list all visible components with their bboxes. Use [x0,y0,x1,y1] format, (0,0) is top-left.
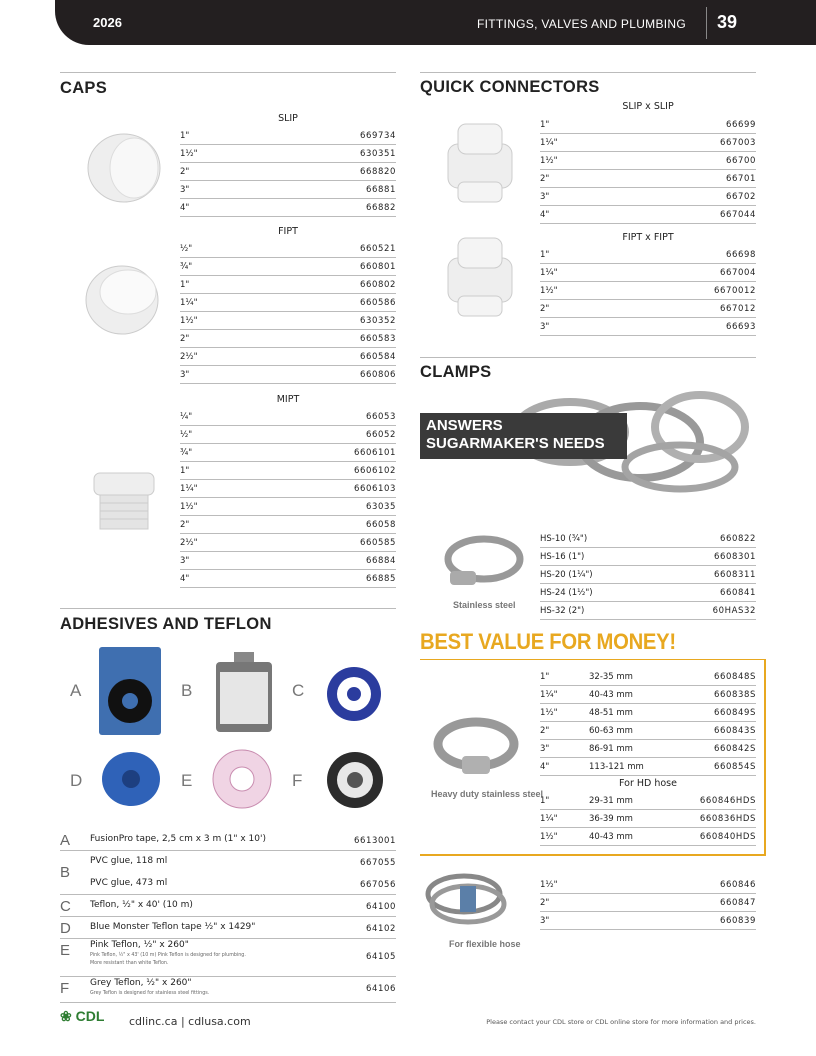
section-title: FITTINGS, VALVES AND PLUMBING [477,17,686,31]
code-cell: 66882 [365,203,396,213]
code-cell: 66702 [725,192,756,202]
table-row [540,685,756,704]
code-cell: 66881 [365,185,396,195]
caps-title: CAPS [60,79,108,97]
quick-connector-slip-image [440,118,520,208]
table-row [540,757,756,776]
banner-line-2: SUGARMAKER'S NEEDS [426,435,605,452]
product-note: Pink Teflon, ½" x 43' (10 m) Pink Teflon is designed for plumbing. [90,953,246,958]
size-cell: HS-16 (1") [540,552,585,562]
code-cell: 660841 [719,588,756,598]
product-name: FusionPro tape, 2,5 cm x 3 m (1" x 10') [90,834,266,844]
table-row [180,293,396,312]
size-cell: 2" [540,726,550,736]
table-row [540,911,756,930]
table-row [180,180,396,199]
range-cell: 48-51 mm [589,708,633,718]
table-row [180,347,396,366]
product-code: 64100 [365,902,396,912]
code-cell: 660848S [713,672,756,682]
size-cell: ¾" [180,448,193,458]
table-row [180,551,396,570]
size-cell: 4" [180,574,190,584]
range-cell: 36-39 mm [589,814,633,824]
range-cell: 113-121 mm [589,762,644,772]
table-row [540,187,756,206]
size-cell: 1¼" [540,138,558,148]
code-cell: 60HAS32 [712,606,756,616]
table-row [540,281,756,300]
product-letter-b: B [181,681,193,700]
table-row [540,529,756,548]
code-cell: 66693 [725,322,756,332]
adhesive-row [60,872,396,895]
table-row [180,443,396,462]
table-row [540,263,756,282]
table-row [540,565,756,584]
best-value-headline: BEST VALUE FOR MONEY! [420,629,676,654]
code-cell: 669734 [359,131,396,141]
size-cell: 3" [540,192,550,202]
size-cell: 1½" [540,156,558,166]
row-letter: A [60,832,71,849]
heavy-duty-clamp-image [428,712,528,782]
row-letter: F [60,980,70,997]
table-row [540,151,756,170]
code-cell: 6608301 [713,552,756,562]
code-cell: 660583 [359,334,396,344]
table-row [540,739,756,758]
table-row [540,875,756,894]
code-cell: 63035 [365,502,396,512]
code-cell: 660846HDS [699,796,756,806]
code-cell: 660849S [713,708,756,718]
table-row [540,703,756,722]
code-cell: 660847 [719,898,756,908]
product-letter-f: F [292,771,303,790]
code-cell: 660836HDS [699,814,756,824]
product-name: PVC glue, 118 ml [90,856,168,866]
code-cell: 660839 [719,916,756,926]
size-cell: 1½" [540,708,558,718]
table-row [540,791,756,810]
size-cell: HS-20 (1¼") [540,570,593,580]
size-cell: 1¼" [180,298,198,308]
fipt-cap-image [80,258,164,338]
code-cell: 66058 [365,520,396,530]
size-cell: 1½" [540,286,558,296]
hd-hose-label: For HD hose [619,778,677,789]
table-row [540,547,756,566]
table-row [180,365,396,384]
code-cell: 66701 [725,174,756,184]
range-cell: 29-31 mm [589,796,633,806]
quick-connector-fipt-image [440,232,520,322]
table-row [540,115,756,134]
code-cell: 660838S [713,690,756,700]
pink-teflon-image [210,748,274,810]
grey-teflon-image [325,750,385,810]
code-cell: 660822 [719,534,756,544]
fipt-label: FIPT [278,226,298,237]
table-row [540,133,756,152]
table-row [180,144,396,163]
code-cell: 6670012 [713,286,756,296]
code-cell: 667004 [719,268,756,278]
size-cell: 1" [540,120,550,130]
adhesive-row [60,976,396,1003]
size-cell: 2" [180,520,190,530]
row-letter: E [60,942,71,959]
blue-monster-tape-image [100,750,162,808]
table-row [540,169,756,188]
code-cell: 66885 [365,574,396,584]
size-cell: 2½" [180,538,198,548]
table-row [180,329,396,348]
product-name: Teflon, ½" x 40' (10 m) [90,900,193,910]
quick-rule [420,72,756,73]
product-letter-e: E [181,771,193,790]
size-cell: 1" [180,466,190,476]
size-cell: 2" [540,304,550,314]
code-cell: 660806 [359,370,396,380]
adhesive-row [60,916,396,939]
product-letter-a: A [70,681,82,700]
table-row [180,569,396,588]
flexible-caption: For flexible hose [449,939,521,949]
quick-title: QUICK CONNECTORS [420,78,600,96]
product-code: 64102 [365,924,396,934]
table-row [540,317,756,336]
promo-banner [420,413,627,459]
product-letter-d: D [70,771,83,790]
cdl-logo: ❀ CDL [60,1008,105,1024]
size-cell: ½" [180,244,193,254]
table-row [180,407,396,426]
caps-rule [60,72,396,73]
code-cell: 630352 [359,316,396,326]
size-cell: 2" [180,167,190,177]
code-cell: 6608311 [713,570,756,580]
size-cell: 4" [180,203,190,213]
size-cell: 1¼" [540,690,558,700]
table-row [180,275,396,294]
table-row [540,205,756,224]
table-row [180,311,396,330]
year-label: 2026 [93,15,122,30]
row-letter: D [60,920,71,937]
code-cell: 660521 [359,244,396,254]
product-name: PVC glue, 473 ml [90,878,168,888]
table-row [180,257,396,276]
size-cell: 1½" [180,149,198,159]
size-cell: HS-32 (2") [540,606,585,616]
code-cell: 667003 [719,138,756,148]
product-note: More resistant than white Teflon. [90,961,169,966]
code-cell: 66698 [725,250,756,260]
code-cell: 6606102 [353,466,396,476]
product-name: Grey Teflon, ½" x 260" [90,978,192,988]
clamps-title: CLAMPS [420,363,492,381]
code-cell: 660801 [359,262,396,272]
size-cell: 1" [180,131,190,141]
adhesive-row [60,828,396,851]
table-row [540,601,756,620]
adhesives-title: ADHESIVES AND TEFLON [60,615,272,633]
footer-websites[interactable]: cdlinc.ca | cdlusa.com [129,1015,251,1028]
table-row [180,515,396,534]
table-row [180,198,396,217]
code-cell: 667044 [719,210,756,220]
code-cell: 660584 [359,352,396,362]
mipt-label: MIPT [276,394,300,405]
flexible-hose-clamp-image [420,866,510,936]
fusionpro-tape-image [97,645,163,737]
table-row [540,299,756,318]
size-cell: HS-10 (¾") [540,534,588,544]
size-cell: 3" [540,744,550,754]
product-code: 64105 [365,952,396,962]
range-cell: 86-91 mm [589,744,633,754]
stainless-clamp-image [440,533,525,598]
teflon-roll-image [325,665,383,723]
size-cell: ½" [180,430,193,440]
code-cell: 660854S [713,762,756,772]
size-cell: 1¼" [540,268,558,278]
code-cell: 6606101 [353,448,396,458]
code-cell: 66052 [365,430,396,440]
size-cell: 4" [540,762,550,772]
size-cell: HS-24 (1½") [540,588,593,598]
size-cell: 1½" [180,316,198,326]
size-cell: 3" [180,370,190,380]
fipt-fipt-label: FIPT x FIPT [622,232,674,243]
adhesive-row [60,850,396,881]
code-cell: 66700 [725,156,756,166]
table-row [180,126,396,145]
size-cell: 1" [540,672,550,682]
table-row [180,239,396,258]
table-row [540,245,756,264]
code-cell: 6606103 [353,484,396,494]
range-cell: 32-35 mm [589,672,633,682]
size-cell: 1" [540,796,550,806]
header-divider [706,7,707,39]
adhesive-row [60,894,396,917]
slip-slip-label: SLIP x SLIP [622,101,674,112]
clamps-rule [420,357,756,358]
size-cell: 3" [540,322,550,332]
table-row [540,827,756,846]
size-cell: 2½" [180,352,198,362]
row-letter: B [60,864,71,881]
product-code: 667056 [359,880,396,890]
pvc-glue-image [212,650,276,734]
product-code: 667055 [359,858,396,868]
size-cell: 3" [540,916,550,926]
size-cell: 1¼" [540,814,558,824]
size-cell: 2" [540,174,550,184]
code-cell: 660846 [719,880,756,890]
size-cell: 1½" [180,502,198,512]
table-row [540,721,756,740]
page-number: 39 [717,12,738,32]
table-row [180,479,396,498]
code-cell: 660585 [359,538,396,548]
adhesive-row [60,938,396,977]
row-letter: C [60,898,71,915]
product-name: Blue Monster Teflon tape ½" x 1429" [90,922,256,932]
code-cell: 660842S [713,744,756,754]
size-cell: 1" [540,250,550,260]
size-cell: 1" [180,280,190,290]
size-cell: 1½" [540,880,558,890]
footer-note: Please contact your CDL store or CDL online store for more information and prices. [486,1018,756,1026]
code-cell: 66884 [365,556,396,566]
code-cell: 66053 [365,412,396,422]
product-name: Pink Teflon, ½" x 260" [90,940,189,950]
size-cell: 1¼" [180,484,198,494]
table-row [540,809,756,828]
size-cell: 1½" [540,832,558,842]
table-row [180,497,396,516]
table-row [540,893,756,912]
code-cell: 660843S [713,726,756,736]
table-row [180,533,396,552]
table-row [180,461,396,480]
slip-cap-image [80,128,164,208]
product-note: Grey Teflon is designed for stainless steel fittings. [90,991,210,996]
range-cell: 60-63 mm [589,726,633,736]
product-code: 64106 [365,984,396,994]
table-row [180,162,396,181]
banner-line-1: ANSWERS [426,417,503,434]
code-cell: 668820 [359,167,396,177]
size-cell: ¾" [180,262,193,272]
size-cell: 2" [180,334,190,344]
size-cell: ¼" [180,412,193,422]
page-header [55,0,816,45]
range-cell: 40-43 mm [589,690,633,700]
code-cell: 660802 [359,280,396,290]
size-cell: 2" [540,898,550,908]
code-cell: 630351 [359,149,396,159]
adhesives-rule [60,608,396,609]
size-cell: 3" [180,556,190,566]
product-code: 6613001 [353,836,396,846]
code-cell: 660840HDS [699,832,756,842]
table-row [540,667,756,686]
table-row [540,583,756,602]
heavy-duty-caption: Heavy duty stainless steel [431,789,544,799]
range-cell: 40-43 mm [589,832,633,842]
stainless-caption: Stainless steel [453,600,516,610]
table-row [180,425,396,444]
size-cell: 4" [540,210,550,220]
code-cell: 667012 [719,304,756,314]
code-cell: 66699 [725,120,756,130]
mipt-cap-image [82,455,166,535]
product-letter-c: C [292,681,305,700]
slip-label: SLIP [278,113,298,124]
size-cell: 3" [180,185,190,195]
code-cell: 660586 [359,298,396,308]
